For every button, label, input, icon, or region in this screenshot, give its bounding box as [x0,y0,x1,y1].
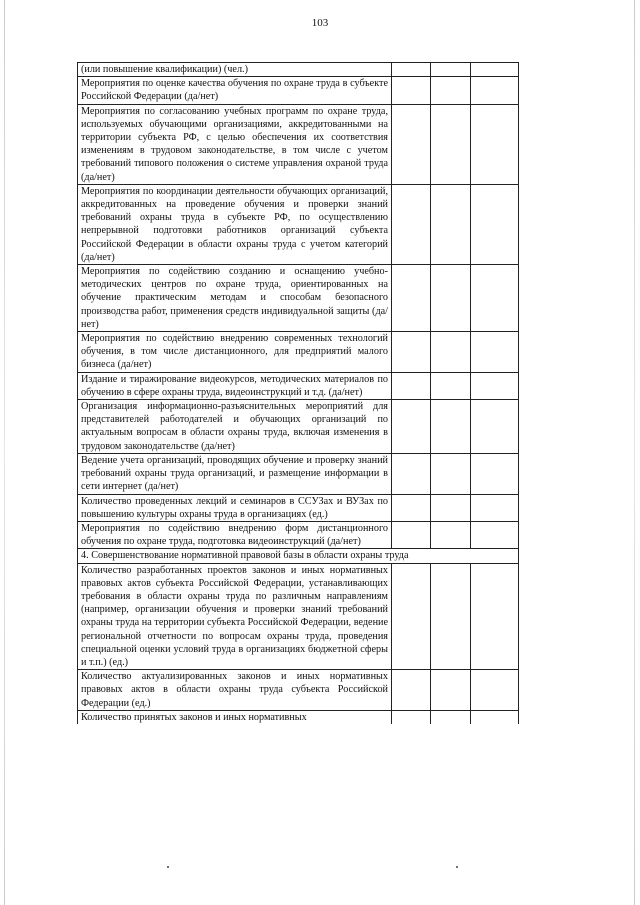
scan-edge-right [634,0,635,905]
empty-cell [392,521,431,548]
empty-cell [471,453,519,494]
empty-cell [471,494,519,521]
empty-cell [471,77,519,104]
empty-cell [392,265,431,332]
table-row [78,265,519,332]
row-text: Ведение учета организаций, проводящих обучение и проверку знаний требований охраны труда организаций, и размещение информации в сети интернет (да/нет) [78,453,392,494]
table-row [78,670,519,711]
row-text: Организация информационно-разъяснительных мероприятий для представителей работодателей и обучающих организаций по актуальным вопросам в области охраны труда, включая изменения в трудовом законодательстве (да/нет) [78,400,392,454]
empty-cell [471,104,519,184]
scan-speck [167,866,169,868]
row-text: Мероприятия по содействию внедрению современных технологий обучения, в том числе дистанционного, для предприятий малого бизнеса (да/нет) [78,332,392,373]
empty-cell [431,77,471,104]
empty-cell [392,563,431,670]
row-text: Мероприятия по координации деятельности обучающих организаций, аккредитованных на проведение обучения и проверки знаний требований охраны труда в субъекте РФ, по осуществлению непрерывной подготовки работников организаций субъекта Российской Федерации в области охраны труда с учетом категорий (да/нет) [78,184,392,264]
empty-cell [431,710,471,724]
row-text: Количество принятых законов и иных нормативных [78,710,392,724]
empty-cell [392,400,431,454]
empty-cell [392,63,431,77]
table-row [78,104,519,184]
row-text: Мероприятия по оценке качества обучения по охране труда в субъекте Российской Федерации (да/нет) [78,77,392,104]
empty-cell [431,372,471,399]
row-text: Количество разработанных проектов законов и иных нормативных правовых актов субъекта Российской Федерации, устанавливающих требования в области охраны труда по различным направлениям (например, организации обучения и проверки знаний требований охраны труда на территории субъекта Российской Федерации, ведение региональной отчетности по вопросам охраны труда, проведения специальной оценки условий труда в организациях бюджетной сферы и т.п.) (ед.) [78,563,392,670]
row-text: Количество актуализированных законов и иных нормативных правовых актов в области охраны труда субъекта Российской Федерации (ед.) [78,670,392,711]
empty-cell [471,710,519,724]
row-text: Мероприятия по содействию созданию и оснащению учебно-методических центров по охране труда, ориентированных на обучение практическим методам и способам безопасного производства работ, применения средств индивидуальной защиты (да/нет) [78,265,392,332]
table-row [78,521,519,548]
empty-cell [431,400,471,454]
table-row [78,184,519,264]
scan-speck [456,866,458,868]
row-text: Мероприятия по согласованию учебных программ по охране труда, используемых обучающими организациями, аккредитованными на территории субъекта РФ, с целью обеспечения их соответствия изменениям в трудовом законодательстве, в том числе с учетом требований типового положения о системе управления охраной труда (да/нет) [78,104,392,184]
empty-cell [431,184,471,264]
empty-cell [392,494,431,521]
empty-cell [431,453,471,494]
empty-cell [431,332,471,373]
table-row [78,372,519,399]
empty-cell [471,400,519,454]
empty-cell [431,563,471,670]
empty-cell [471,521,519,548]
section-header-row [78,549,519,563]
empty-cell [392,332,431,373]
table-row [78,453,519,494]
empty-cell [392,184,431,264]
table-row [78,563,519,670]
empty-cell [471,372,519,399]
empty-cell [431,104,471,184]
empty-cell [431,521,471,548]
table-row [78,332,519,373]
table-row [78,494,519,521]
row-text: Мероприятия по содействию внедрению форм дистанционного обучения по охране труда, подготовка видеоинструкций (да/нет) [78,521,392,548]
empty-cell [431,63,471,77]
empty-cell [471,184,519,264]
row-text: (или повышение квалификации) (чел.) [78,63,392,77]
empty-cell [392,710,431,724]
scan-edge-left [4,0,5,905]
empty-cell [392,670,431,711]
row-text: Издание и тиражирование видеокурсов, методических материалов по обучению в сфере охраны труда, видеоинструкций и т.д. (да/нет) [78,372,392,399]
table-row [78,63,519,77]
indicators-table [77,62,519,724]
page-number: 103 [311,17,329,29]
empty-cell [431,265,471,332]
empty-cell [392,372,431,399]
table-row [78,400,519,454]
empty-cell [392,453,431,494]
empty-cell [392,104,431,184]
table-row [78,710,519,724]
empty-cell [471,332,519,373]
empty-cell [471,563,519,670]
empty-cell [431,494,471,521]
table-row [78,77,519,104]
empty-cell [431,670,471,711]
empty-cell [471,265,519,332]
section-4-title: 4. Совершенствование нормативной правовой базы в области охраны труда [78,549,519,563]
empty-cell [471,670,519,711]
row-text: Количество проведенных лекций и семинаров в ССУЗах и ВУЗах по повышению культуры охраны труда в организациях (ед.) [78,494,392,521]
empty-cell [471,63,519,77]
empty-cell [392,77,431,104]
